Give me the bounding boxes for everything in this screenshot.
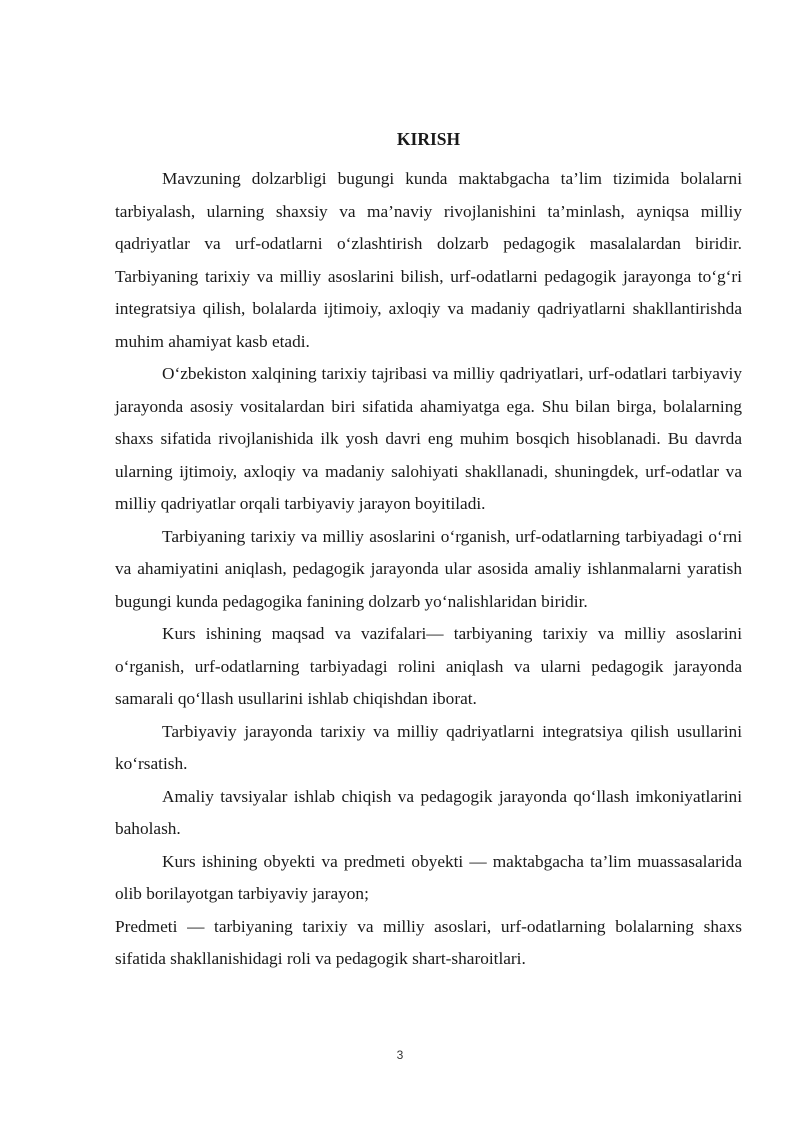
- paragraph: Kurs ishining maqsad va vazifalari— tarbiyaning tarixiy va milliy asoslarini o‘rganish, urf-odatlarning tarbiyadagi rolini aniqlash va ularni pedagogik jarayonda samarali qo‘llash usullarini ishlab chiqishdan iborat.: [115, 624, 742, 708]
- paragraph: Mavzuning dolzarbligi bugungi kunda maktabgacha ta’lim tizimida bolalarni tarbiyalash, ularning shaxsiy va ma’naviy rivojlanishini ta’minlash, ayniqsa milliy qadriyatlar va urf-odatlarni o‘zlashtirish dolzarb pedagogik masalalardan biridir. Tarbiyaning tarixiy va milliy asoslarini bilish, urf-odatlarni pedagogik jarayonga to‘g‘ri integratsiya qilish, bolalarda ijtimoiy, axloqiy va madaniy qadriyatlarni shakllantirishda muhim ahamiyat kasb etadi.: [115, 169, 742, 351]
- paragraph: Tarbiyaviy jarayonda tarixiy va milliy qadriyatlarni integratsiya qilish usullarini ko‘rsatish.: [115, 721, 742, 773]
- document-body: [115, 163, 742, 976]
- paragraph: Kurs ishining obyekti va predmeti obyekti — maktabgacha ta’lim muassasalarida olib borilayotgan tarbiyaviy jarayon;: [115, 851, 742, 903]
- paragraph: O‘zbekiston xalqining tarixiy tajribasi va milliy qadriyatlari, urf-odatlari tarbiyaviy jarayonda asosiy vositalardan biri sifatida ahamiyatga ega. Shu bilan birga, bolalarning shaxs sifatida rivojlanishida ilk yosh davri eng muhim bosqich hisoblanadi. Bu davrda ularning ijtimoiy, axloqiy va madaniy salohiyati shakllanadi, shuningdek, urf-odatlar va milliy qadriyatlar orqali tarbiyaviy jarayon boyitiladi.: [115, 364, 742, 513]
- page-title: KIRISH: [396, 129, 461, 149]
- paragraph: Amaliy tavsiyalar ishlab chiqish va pedagogik jarayonda qo‘llash imkoniyatlarini baholash.: [115, 786, 742, 838]
- paragraph: Predmeti — tarbiyaning tarixiy va milliy asoslari, urf-odatlarning bolalarning shaxs sifatida shakllanishidagi roli va pedagogik shart-sharoitlari.: [115, 916, 742, 968]
- page-number: 3: [396, 1048, 404, 1062]
- paragraph: Tarbiyaning tarixiy va milliy asoslarini o‘rganish, urf-odatlarning tarbiyadagi o‘rni va ahamiyatini aniqlash, pedagogik jarayonda ular asosida amaliy ishlanmalarni yaratish bugungi kunda pedagogika fanining dolzarb yo‘nalishlaridan biridir.: [115, 526, 742, 611]
